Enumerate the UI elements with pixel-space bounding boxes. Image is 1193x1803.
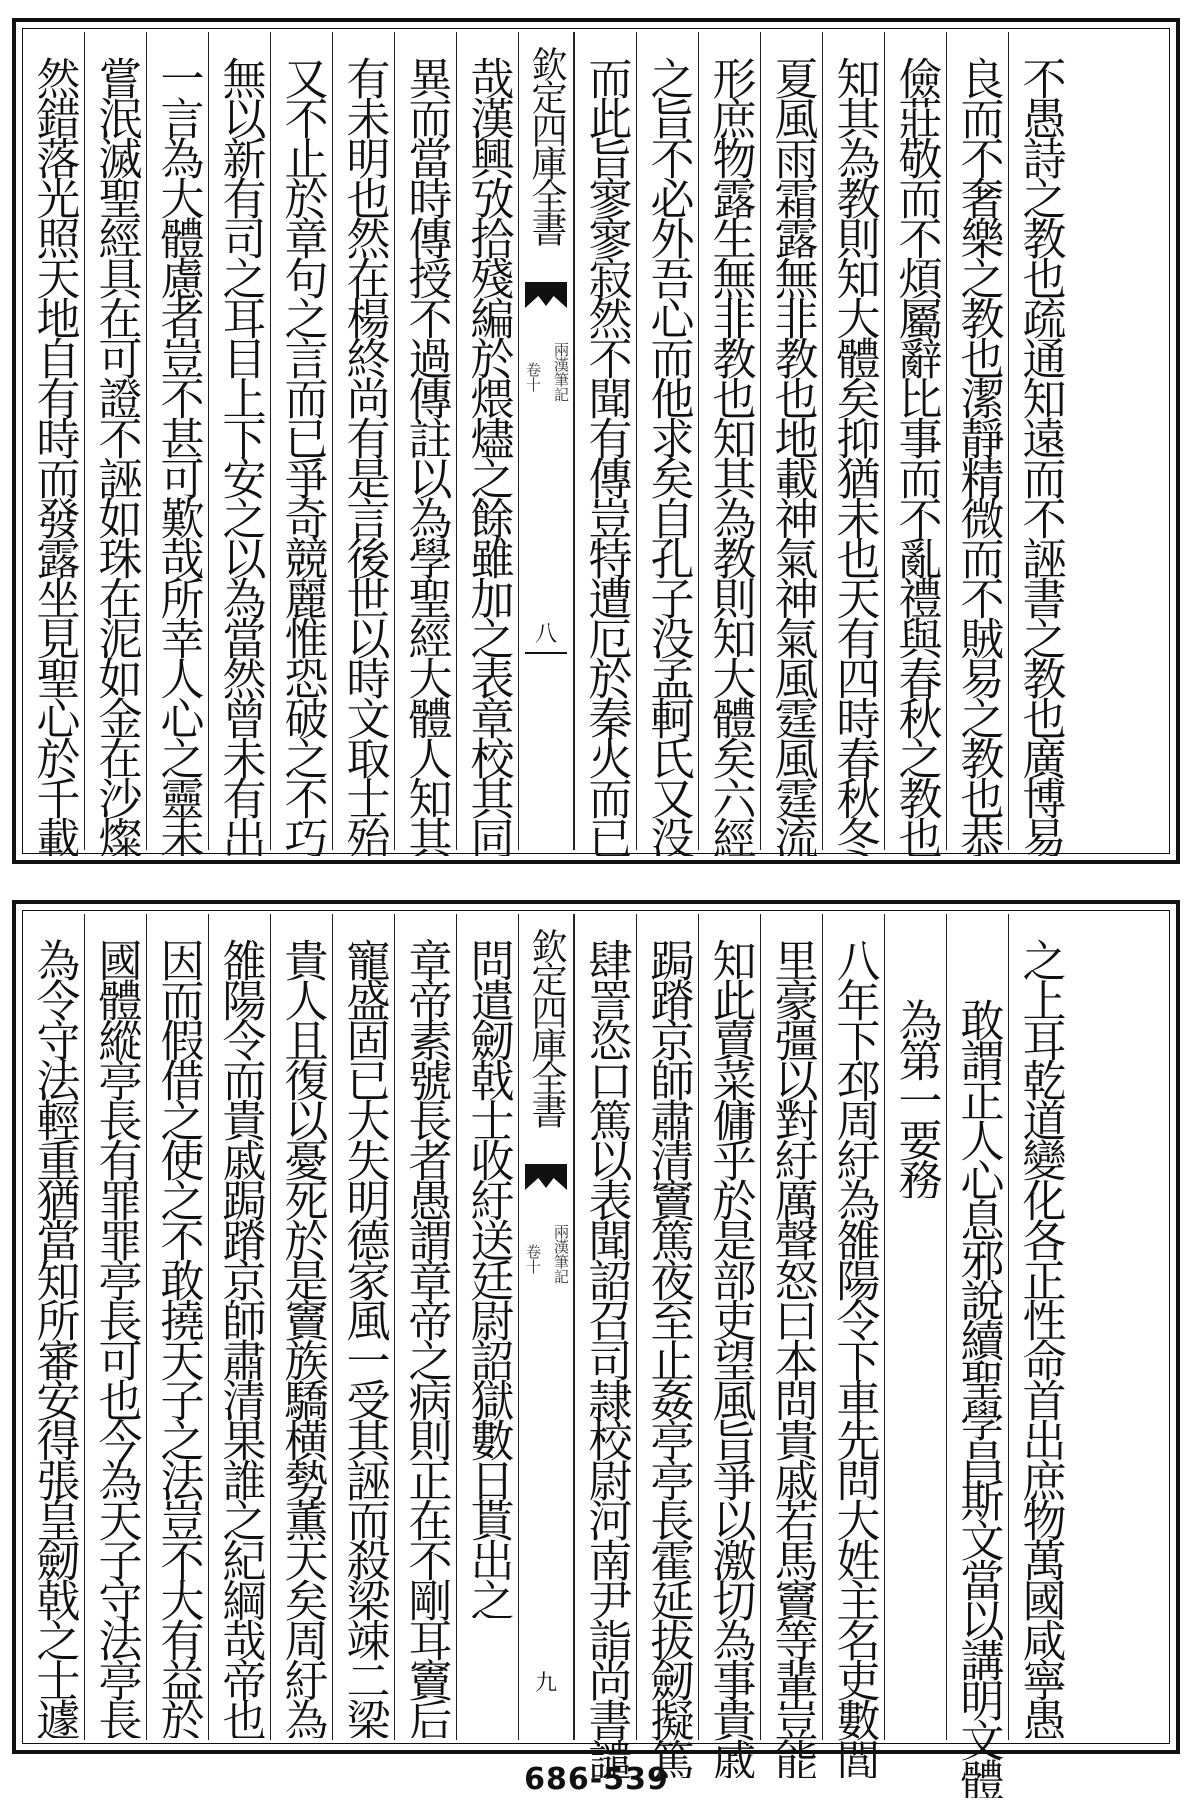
column-text: 知其為教則知大體矣抑猶未也天有四時春秋冬 [828,56,880,856]
center-fold-column [518,914,574,1740]
book-title: 兩漢筆記 [552,1224,570,1284]
page-top [12,18,1180,864]
text-column [574,914,636,1778]
text-column [270,32,332,856]
column-text: 又不止於章句之言而已爭奇競麗惟恐破之不巧 [276,56,328,856]
text-column [146,914,208,1740]
column-text: 雒陽令而貴戚跼蹐京師肅清果誰之紀綱哉帝也 [214,938,266,1738]
column-text: 里豪彊以對紆厲聲怒曰本問貴戚若馬竇等輩豈能 [766,938,818,1778]
column-text: 有未明也然在楊終尚有是言後世以時文取士殆 [338,56,390,856]
column-text: 問遣劒戟士收紆送廷尉詔獄數日貰出之 [462,938,514,1618]
text-column [22,914,84,1740]
column-text: 敢謂正人心息邪說續聖學昌斯文當以講明文體 [952,998,1004,1798]
page-number: 八 [534,622,557,647]
column-text: 貴人且復以憂死於是竇族驕横勢薫天矣周紆為 [276,938,328,1738]
column-text: 為第一要務 [890,998,942,1198]
fishtail-mark [525,282,567,312]
text-column [946,32,1008,856]
center-title: 欽定四庫全書 [526,46,567,244]
fishtail-line [525,652,567,654]
column-text: 無以新有司之耳目上下安之以為當然曾未有出 [214,56,266,856]
center-title: 欽定四庫全書 [526,928,567,1126]
text-column [456,32,518,856]
fishtail-mark [525,1164,567,1194]
text-column [146,32,208,856]
column-text: 嘗泯滅聖經具在可證不誣如珠在泥如金在沙燦 [90,56,142,856]
text-column [208,914,270,1740]
text-column [760,32,822,856]
text-column [1008,914,1070,1740]
column-text: 儉莊敬而不煩屬辭比事而不亂禮與春秋之教也 [890,56,942,856]
text-column [636,914,698,1778]
column-text: 形庶物露生無非教也知其為教則知大體矣六經 [704,56,756,856]
column-text: 之旨不必外吾心而他求矣自孔子没孟軻氏又没 [642,56,694,856]
text-column [636,32,698,856]
column-text: 八年下邳周紆為雒陽令下車先問大姓主名吏數閭 [828,938,880,1778]
text-column [84,914,146,1740]
page-number: 九 [534,1671,557,1696]
volume-label: 卷十 [524,1244,542,1274]
column-text: 夏風雨霜露無非教也地載神氣神氣風霆風霆流 [766,56,818,856]
text-column [394,32,456,856]
column-text: 哉漢興攷拾殘編於煨燼之餘雖加之表章校其同 [462,56,514,856]
column-text: 異而當時傳授不過傳註以為學聖經大體人知其 [400,56,452,856]
column-text: 而此旨寥寥寂然不聞有傳豈特遭厄於秦火而已 [580,56,632,856]
column-text: 跼蹐京師肅清竇篤夜至止姦亭亭長霍延拔劒擬篤 [642,938,694,1778]
column-text: 寵盛固已大失明德家風一受其誣而殺梁竦二梁 [338,938,390,1738]
text-column [22,32,84,856]
text-column [698,32,760,856]
column-text: 然錯落光照天地自有時而發露坐見聖心於千載 [28,56,80,856]
text-column [574,32,636,856]
column-text: 良而不奢樂之教也潔靜精微而不賊易之教也恭 [952,56,1004,856]
column-text: 不愚詩之教也疏通知遠而不誣書之教也廣博易 [1014,56,1066,856]
column-text: 之上耳乾道變化各正性命首出庶物萬國咸寧愚 [1014,938,1066,1738]
footer-page-number: 686-539 [524,1762,669,1797]
text-column [884,914,946,1740]
text-column [822,32,884,856]
text-column [760,914,822,1778]
text-column [698,914,760,1778]
center-fold-column [518,32,574,850]
column-text: 肆詈恣口篤以表聞詔召司隷校尉河南尹詣尚書譴 [580,938,632,1778]
text-column [332,32,394,856]
book-title: 兩漢筆記 [552,342,570,402]
text-column [84,32,146,856]
text-column [456,914,518,1740]
text-column [394,914,456,1740]
text-column [208,32,270,856]
column-text: 國體縱亭長有罪罪亭長可也今為天子守法亭長 [90,938,142,1738]
text-column [884,32,946,856]
text-column [1008,32,1070,856]
text-column [822,914,884,1778]
column-text: 章帝素號長者愚謂章帝之病則正在不剛耳竇后 [400,938,452,1738]
text-column [946,914,1008,1798]
volume-label: 卷十 [524,362,542,392]
text-column [270,914,332,1740]
column-text: 一言為大體慮者豈不甚可歎哉所幸人心之靈未 [152,56,204,856]
column-text: 知此賣菜傭乎於是部吏望風旨爭以激切為事貴戚 [704,938,756,1778]
column-text: 為令守法輕重猶當知所審安得張皇劒戟之士遽 [28,938,80,1738]
text-column [332,914,394,1740]
column-text: 因而假借之使之不敢撓天子之法豈不大有益於 [152,938,204,1738]
